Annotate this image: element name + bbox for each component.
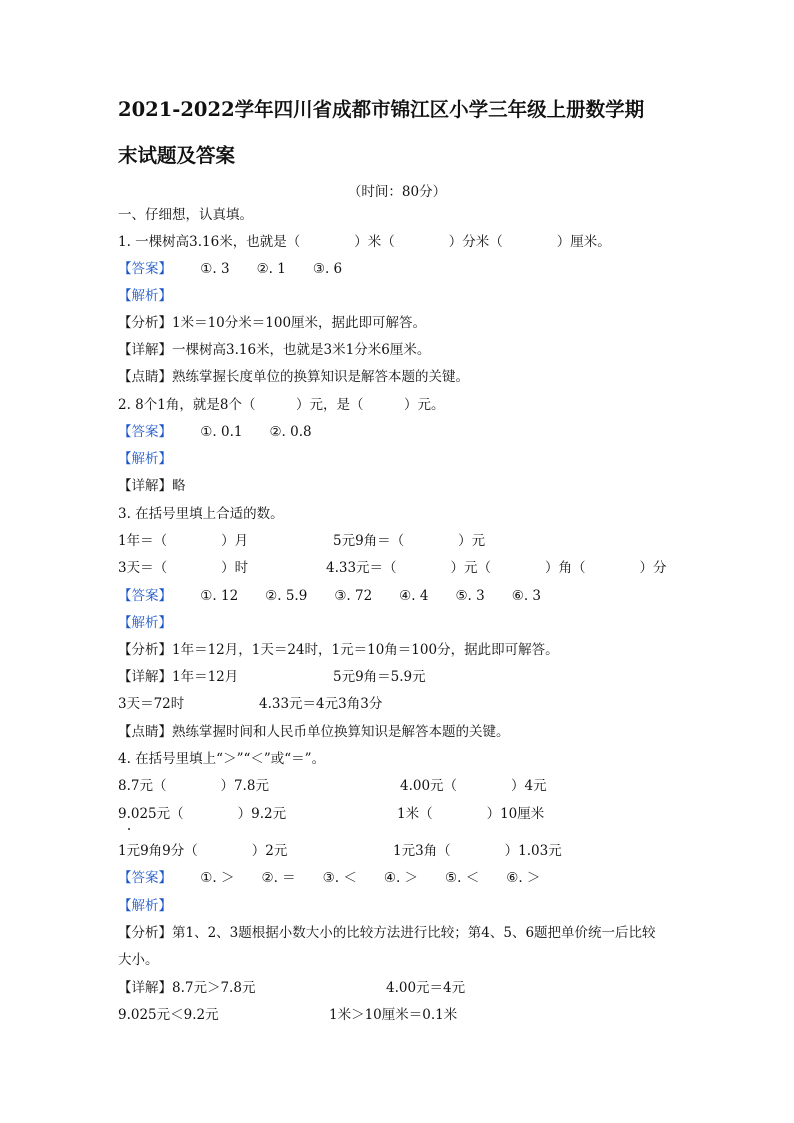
detail-tag: 【详解】: [118, 342, 172, 358]
point-tag: 【点睛】: [118, 724, 172, 740]
analysis-tag: 【解析】: [118, 898, 172, 914]
question-2: 2. 8个1角，就是8个（ ）元，是（ ）元。: [118, 397, 445, 413]
question-1: 1. 一棵树高3.16米，也就是（ ）米（ ）分米（ ）厘米。: [118, 234, 611, 250]
q3-row-1-right: 5元9角＝（ ）元: [333, 533, 486, 549]
q1-detail: [118, 344, 430, 358]
q3-row-2-right: 4.33元＝（ ）元（ ）角（ ）分: [326, 560, 667, 576]
q1-point-text: 熟练掌握长度单位的换算知识是解答本题的关键。: [172, 369, 469, 385]
answer-tag: 【答案】: [118, 261, 172, 277]
detail-tag: 【详解】: [118, 478, 172, 494]
q4-detail: [118, 982, 255, 996]
q4-row-3-right: 1元3角（ ）1.03元: [393, 843, 562, 859]
q4-fenxi-line-2: 大小。: [118, 952, 159, 968]
q4-row-2-right: 1米（ ）10厘米: [397, 806, 545, 822]
q4-analysis-tag: [118, 900, 174, 914]
q3-detail-2-right: 4.33元＝4元3角3分: [259, 696, 383, 712]
q1-analysis-tag: [118, 290, 174, 304]
q3-row-2-left: 3天＝（ ）时: [118, 560, 249, 576]
q1-fenxi: [118, 317, 426, 331]
q2-detail: [118, 480, 186, 494]
q3-detail-right: 5元9角＝5.9元: [333, 669, 426, 685]
q3-detail-2-left: 3天＝72时: [118, 696, 185, 712]
q4-answer: [118, 872, 540, 886]
q3-answer-text: ①. 12 ②. 5.9 ③. 72 ④. 4 ⑤. 3 ⑥. 3: [200, 588, 542, 604]
analysis-tag: 【解析】: [118, 615, 172, 631]
q2-analysis-tag: [118, 453, 174, 467]
q3-detail: [118, 671, 238, 685]
analysis-tag: 【解析】: [118, 451, 172, 467]
q2-answer-text: ①. 0.1 ②. 0.8: [200, 424, 312, 440]
answer-tag: 【答案】: [118, 870, 172, 886]
q3-fenxi: [118, 644, 559, 658]
detail-tag: 【详解】: [118, 980, 172, 996]
q3-answer: [118, 590, 541, 604]
q3-analysis-tag: [118, 617, 174, 631]
stray-dot: [128, 828, 130, 830]
fenxi-tag: 【分析】: [118, 315, 172, 331]
q2-answer: [118, 426, 312, 440]
document-title-line-2: 末试题及答案: [118, 144, 236, 167]
q3-fenxi-text: 1年＝12月，1天＝24时，1元＝10角＝100分，据此即可解答。: [172, 642, 559, 658]
q2-detail-text: 略: [172, 478, 186, 494]
q4-fenxi: [118, 927, 656, 941]
detail-tag: 【详解】: [118, 669, 172, 685]
q1-point: [118, 371, 469, 385]
q1-fenxi-text: 1米＝10分米＝100厘米，据此即可解答。: [172, 315, 427, 331]
question-3: 3. 在括号里填上合适的数。: [118, 506, 284, 522]
q4-fenxi-line-1: 第1、2、3题根据小数大小的比较方法进行比较；第4、5、6题把单价统一后比较: [172, 925, 656, 941]
q4-row-1-right: 4.00元（ ）4元: [400, 778, 547, 794]
q4-row-3-left: 1元9角9分（ ）2元: [118, 843, 288, 859]
fenxi-tag: 【分析】: [118, 925, 172, 941]
q4-detail-left: 8.7元＞7.8元: [172, 980, 256, 996]
section-heading: 一、仔细想，认真填。: [118, 207, 253, 223]
question-4: 4. 在括号里填上“＞”“＜”或“＝”。: [118, 751, 326, 767]
time-note: （时间：80分）: [347, 184, 447, 200]
q4-row-1-left: 8.7元（ ）7.8元: [118, 778, 269, 794]
answer-tag: 【答案】: [118, 588, 172, 604]
q4-detail-right: 4.00元＝4元: [386, 980, 466, 996]
fenxi-tag: 【分析】: [118, 642, 172, 658]
document-title-line-1: 2021-2022学年四川省成都市锦江区小学三年级上册数学期: [118, 98, 645, 121]
q4-detail-2-left: 9.025元＜9.2元: [118, 1007, 219, 1023]
q4-answer-text: ①. ＞ ②. ＝ ③. ＜ ④. ＞ ⑤. ＜ ⑥. ＞: [200, 870, 541, 886]
q3-row-1-left: 1年＝（ ）月: [118, 533, 249, 549]
q3-point: [118, 726, 510, 740]
q3-point-text: 熟练掌握时间和人民币单位换算知识是解答本题的关键。: [172, 724, 510, 740]
q1-detail-text: 一棵树高3.16米，也就是3米1分米6厘米。: [172, 342, 431, 358]
q3-detail-left: 1年＝12月: [172, 669, 239, 685]
q1-answer: [118, 263, 342, 277]
answer-tag: 【答案】: [118, 424, 172, 440]
point-tag: 【点睛】: [118, 369, 172, 385]
q1-answer-text: ①. 3 ②. 1 ③. 6: [200, 261, 343, 277]
q4-row-2-left: 9.025元（ ）9.2元: [118, 806, 287, 822]
q4-detail-2-right: 1米＞10厘米＝0.1米: [329, 1007, 458, 1023]
analysis-tag: 【解析】: [118, 288, 172, 304]
